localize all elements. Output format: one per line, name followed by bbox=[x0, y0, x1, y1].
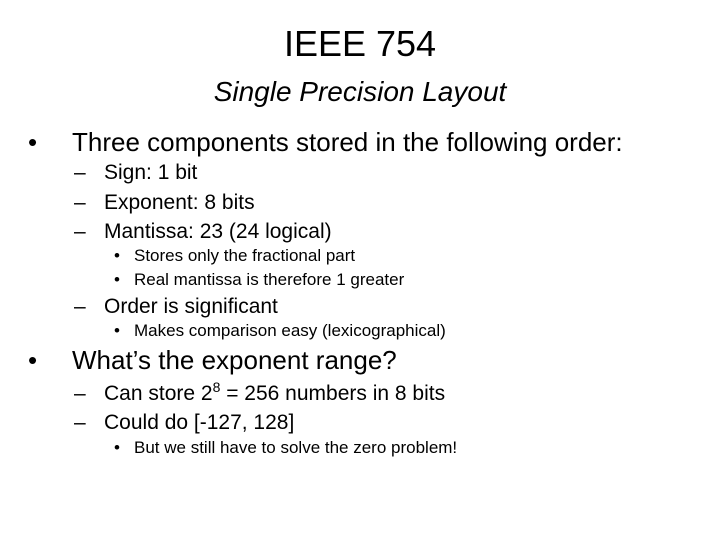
exponent-superscript: 8 bbox=[212, 379, 221, 395]
dash-marker: – bbox=[74, 295, 86, 318]
sub-sub-item-text: But we still have to solve the zero problem! bbox=[134, 438, 458, 457]
bullet-text: Three components stored in the following order: bbox=[72, 127, 623, 157]
bullet-marker: • bbox=[114, 321, 120, 340]
sub-sub-item-comparison bbox=[114, 320, 446, 342]
sub-item-text-post: = 256 numbers in 8 bits bbox=[220, 382, 446, 405]
sub-item-text: Sign: 1 bit bbox=[104, 161, 198, 184]
sub-sub-item-text: Makes comparison easy (lexicographical) bbox=[134, 321, 446, 340]
sub-sub-item-greater bbox=[114, 269, 404, 291]
sub-item-text: Exponent: 8 bits bbox=[104, 191, 255, 214]
bullet-marker: • bbox=[28, 127, 38, 157]
sub-item-text: Mantissa: 23 (24 logical) bbox=[104, 220, 332, 243]
sub-item-order bbox=[74, 293, 278, 320]
sub-sub-item-zero-problem bbox=[114, 437, 457, 459]
sub-sub-item-fractional bbox=[114, 245, 355, 267]
bullet-components bbox=[28, 126, 623, 158]
bullet-marker: • bbox=[114, 270, 120, 289]
sub-sub-item-text: Real mantissa is therefore 1 greater bbox=[134, 270, 405, 289]
dash-marker: – bbox=[74, 161, 86, 184]
dash-marker: – bbox=[74, 382, 86, 405]
bullet-text: What’s the exponent range? bbox=[72, 345, 397, 375]
bullet-marker: • bbox=[114, 438, 120, 457]
sub-item-text-pre: Can store 2 bbox=[104, 382, 213, 405]
slide-title: IEEE 754 bbox=[283, 23, 437, 64]
dash-marker: – bbox=[74, 411, 86, 434]
sub-item-sign bbox=[74, 159, 197, 186]
sub-item-mantissa bbox=[74, 218, 332, 245]
sub-item-text: Could do [-127, 128] bbox=[104, 411, 295, 434]
slide-subtitle: Single Precision Layout bbox=[213, 76, 507, 107]
sub-sub-item-text: Stores only the fractional part bbox=[134, 246, 356, 265]
bullet-marker: • bbox=[114, 246, 120, 265]
sub-item-range bbox=[74, 409, 294, 436]
bullet-exponent-range bbox=[28, 344, 397, 376]
dash-marker: – bbox=[74, 191, 86, 214]
bullet-marker: • bbox=[28, 345, 38, 375]
dash-marker: – bbox=[74, 220, 86, 243]
sub-item-store bbox=[74, 380, 445, 407]
sub-item-text: Order is significant bbox=[104, 295, 278, 318]
sub-item-exponent bbox=[74, 189, 255, 216]
